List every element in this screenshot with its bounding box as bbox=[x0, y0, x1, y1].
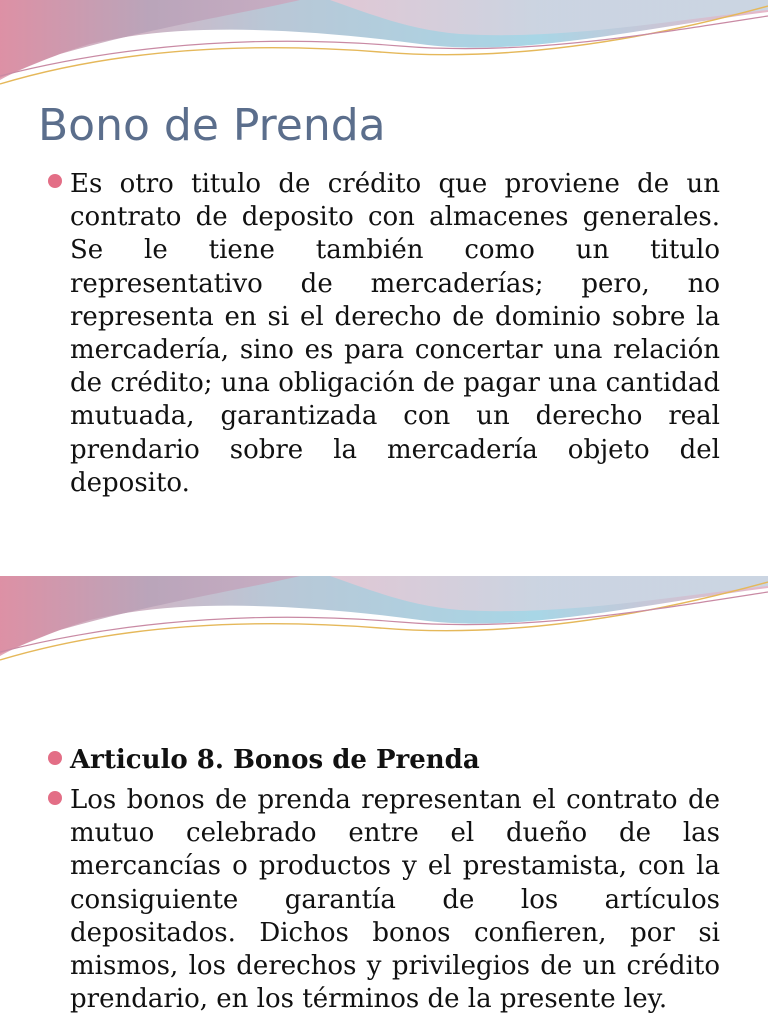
bullet-dot bbox=[48, 791, 62, 805]
decorative-wave-header bbox=[0, 576, 768, 668]
bullet-dot bbox=[48, 174, 62, 188]
page-title: Bono de Prenda bbox=[38, 100, 386, 151]
slide-2 bbox=[0, 576, 768, 1024]
article-heading: Articulo 8. Bonos de Prenda bbox=[70, 745, 480, 775]
bullet-paragraph: Los bonos de prenda representan el contrato de mutuo celebrado entre el dueño de las mercancías o productos y el prestamista, con la consiguiente garantía de los artículos depositados. Dichos bonos confieren, por si mismos, los derechos y privilegios de un crédito prendario, en los términos de la presente ley. bbox=[70, 785, 720, 1015]
decorative-wave-header bbox=[0, 0, 768, 92]
bullet-dot bbox=[48, 751, 62, 765]
bullet-paragraph: Es otro titulo de crédito que proviene de un contrato de deposito con almacenes generales. Se le tiene también como un titulo representativo de mercaderías; pero, no representa en si el derecho de dominio sobre la mercadería, sino es para concertar una relación de crédito; una obligación de pagar una cantidad mutuada, garantizada con un derecho real prendario sobre la mercadería objeto del deposito. bbox=[70, 169, 720, 498]
